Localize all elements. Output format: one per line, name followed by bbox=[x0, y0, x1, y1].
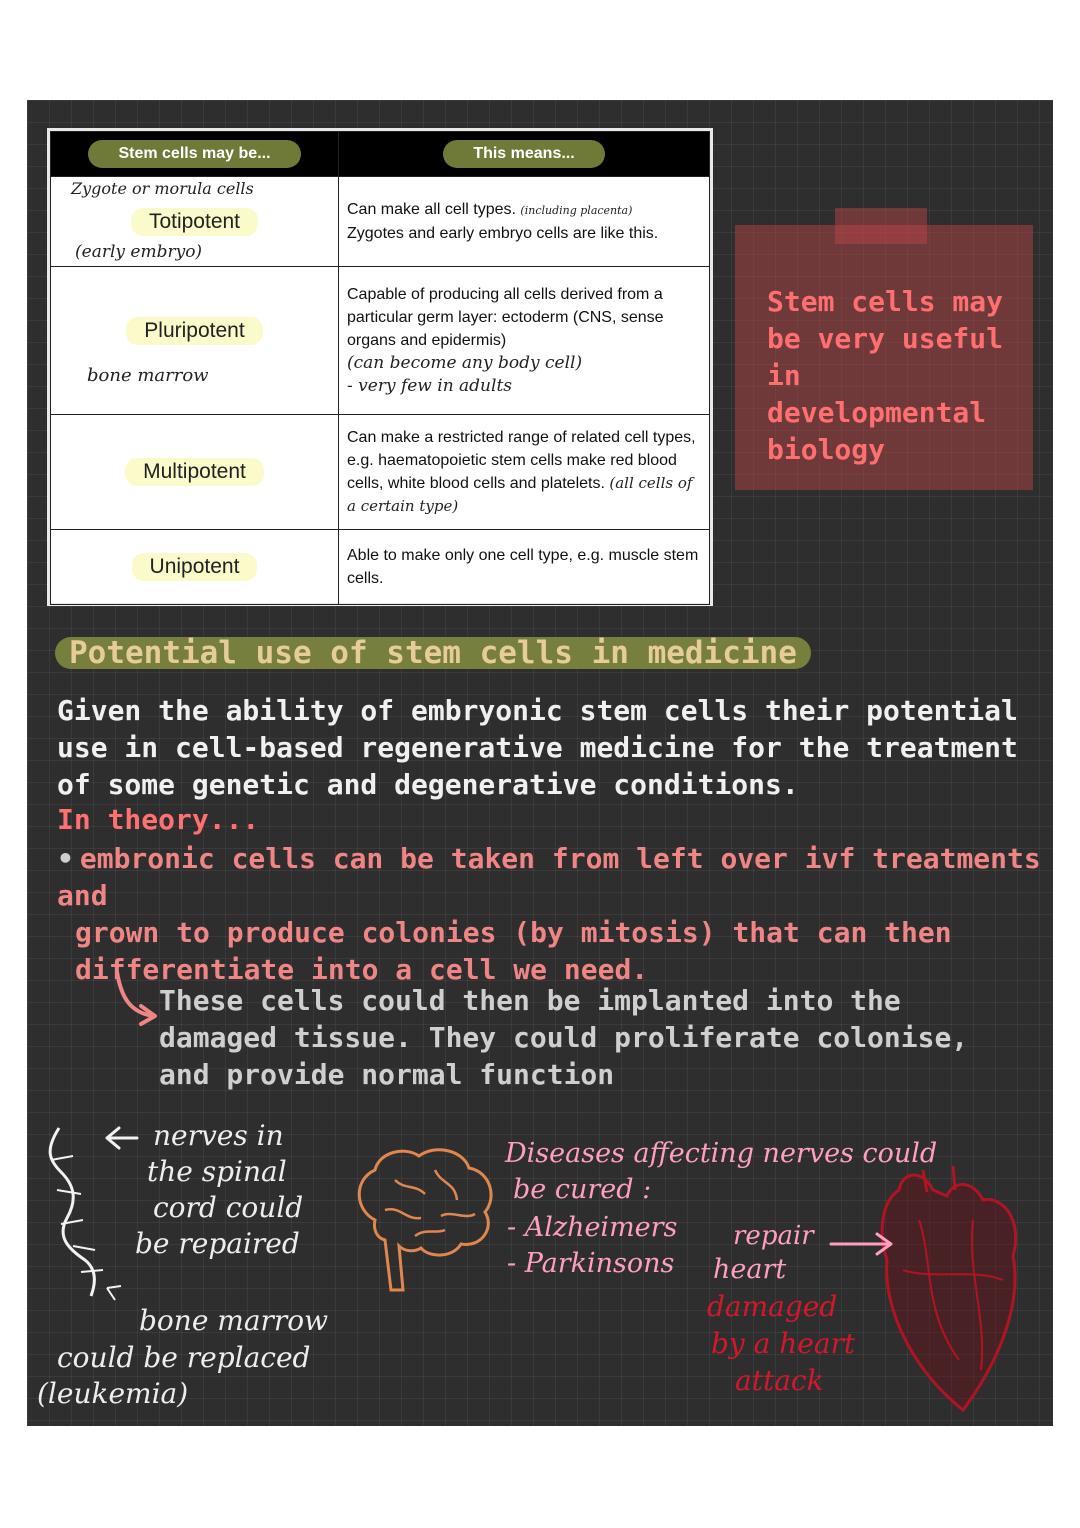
bone-line-2: could be replaced bbox=[57, 1341, 311, 1374]
developmental-biology-note: Stem cells may be very useful in developmental biology bbox=[767, 285, 1004, 466]
potency-cell bbox=[51, 267, 339, 415]
repair-arrow-icon bbox=[827, 1228, 897, 1258]
bullet-line-2: grown to produce colonies (by mitosis) that can then bbox=[75, 916, 952, 949]
pluripotent-desc: Capable of producing all cells derived from a particular germ layer: ectoderm (CNS, sense organs and epidermis) bbox=[347, 286, 664, 349]
unipotent-desc: Able to make only one cell type, e.g. muscle stem cells. bbox=[347, 547, 699, 587]
potency-pluripotent: Pluripotent bbox=[126, 317, 262, 345]
heart-line-2: heart bbox=[713, 1254, 787, 1285]
totipotent-desc: Can make all cell types. bbox=[347, 201, 516, 218]
totipotent-desc2: Zygotes and early embryo cells are like this. bbox=[347, 225, 659, 242]
multipotent-desc: Can make a restricted range of related cell types, e.g. haematopoietic stem cells make red blood cells, white blood cells and platelets. bbox=[347, 429, 696, 492]
zygote-note: Zygote or morula cells bbox=[71, 179, 254, 198]
header-right-cell bbox=[339, 132, 710, 177]
heart-line-3: damaged bbox=[707, 1290, 838, 1323]
spinal-cord-icon bbox=[37, 1120, 147, 1310]
early-embryo-note: (early embryo) bbox=[75, 242, 203, 262]
diseases-line-2: be cured : bbox=[513, 1174, 652, 1205]
potency-totipotent: Totipotent bbox=[131, 208, 258, 236]
meaning-cell bbox=[339, 267, 710, 415]
table-row bbox=[51, 267, 710, 415]
bullet-line-1: embronic cells can be taken from left over ivf treatments and bbox=[57, 842, 1041, 912]
theory-label: In theory... bbox=[57, 803, 260, 836]
stem-cell-table bbox=[47, 128, 713, 606]
nerves-line-4: be repaired bbox=[135, 1227, 300, 1260]
header-right-label: This means... bbox=[443, 140, 604, 168]
potency-cell bbox=[51, 530, 339, 605]
table-header-row bbox=[51, 132, 710, 177]
header-left-label: Stem cells may be... bbox=[88, 140, 300, 168]
potency-multipotent: Multipotent bbox=[125, 458, 264, 486]
meaning-cell bbox=[339, 177, 710, 267]
header-left-cell bbox=[51, 132, 339, 177]
table-row bbox=[51, 530, 710, 605]
meaning-cell bbox=[339, 530, 710, 605]
heart-line-5: attack bbox=[735, 1364, 824, 1397]
table-row bbox=[51, 415, 710, 530]
heart-repair-label: repair bbox=[733, 1221, 814, 1251]
any-body-cell-note: (can become any body cell) bbox=[347, 353, 583, 373]
side-note-highlight-tab bbox=[835, 208, 927, 244]
potency-unipotent: Unipotent bbox=[132, 553, 258, 581]
heart-line-4: by a heart bbox=[711, 1327, 856, 1360]
notes-board bbox=[27, 100, 1053, 1426]
nerves-line-3: cord could bbox=[153, 1191, 304, 1224]
meaning-cell bbox=[339, 415, 710, 530]
bone-line-3: (leukemia) bbox=[37, 1377, 189, 1410]
bone-line-1: bone marrow bbox=[139, 1304, 329, 1337]
diseases-line-4: - Parkinsons bbox=[507, 1248, 675, 1279]
bullet-line-3: differentiate into a cell we need. bbox=[75, 953, 649, 986]
placenta-note: (including placenta) bbox=[520, 204, 633, 217]
certain-type-note: (all cells of a certain type) bbox=[347, 474, 693, 515]
section-heading: Potential use of stem cells in medicine bbox=[55, 637, 811, 669]
bone-marrow-note: bone marrow bbox=[87, 365, 209, 386]
table-row bbox=[51, 177, 710, 267]
intro-paragraph: Given the ability of embryonic stem cells their potential use in cell-based regenerative medicine for the treatment of some genetic and degenerative conditions. bbox=[57, 694, 1018, 801]
bullet-embryonic-cells bbox=[57, 840, 1047, 988]
potency-cell bbox=[51, 177, 339, 267]
implant-paragraph: These cells could then be implanted into the damaged tissue. They could proliferate colonise, and provide normal function bbox=[159, 984, 969, 1091]
diseases-line-1: Diseases affecting nerves could bbox=[505, 1138, 938, 1169]
nerves-line-1: nerves in bbox=[153, 1119, 284, 1152]
nerves-line-2: the spinal bbox=[147, 1155, 287, 1188]
heart-icon bbox=[863, 1160, 1033, 1426]
bullet-dot: • bbox=[57, 842, 74, 875]
diseases-line-3: - Alzheimers bbox=[507, 1212, 678, 1243]
brain-icon bbox=[345, 1140, 505, 1310]
few-in-adults-note: - very few in adults bbox=[347, 376, 513, 396]
potency-cell bbox=[51, 415, 339, 530]
